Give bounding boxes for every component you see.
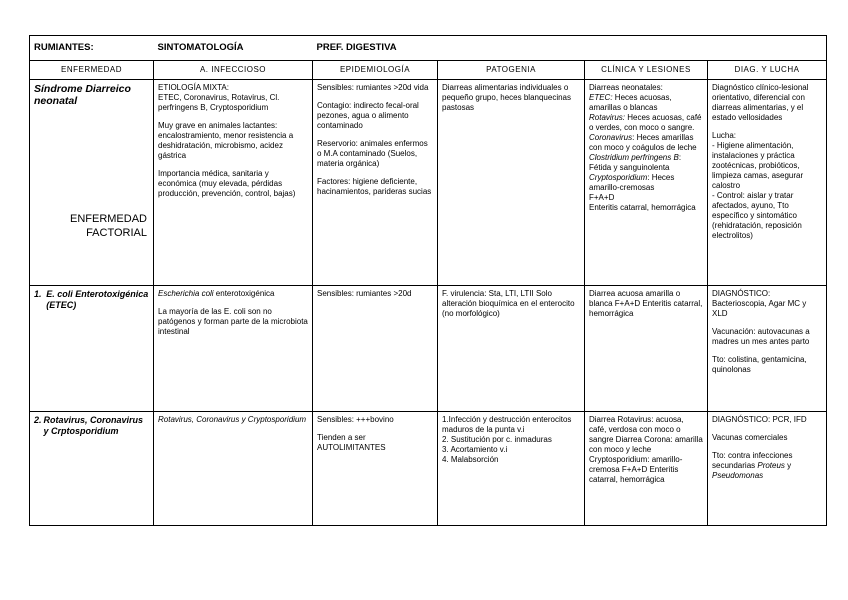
col-diagnostico: DIAG. Y LUCHA xyxy=(708,61,827,80)
header-row xyxy=(30,36,827,61)
header-pref: PREF. DIGESTIVA xyxy=(313,36,438,61)
row-number: 1. xyxy=(34,289,42,299)
disease-title: E. coli Enterotoxigénica (ETEC) xyxy=(46,289,149,310)
disease-cell xyxy=(30,412,154,526)
col-enfermedad: ENFERMEDAD xyxy=(30,61,154,80)
diagnosis-cell: DIAGNÓSTICO: Bacterioscopia, Agar MC y XLD Vacunación: autovacunas a madres un mes antes parto Tto: colistina, gentamicina, quinolonas xyxy=(708,286,827,412)
row-number: 2. xyxy=(34,415,42,425)
disease-cell xyxy=(30,286,154,412)
epidemiology-cell: Sensibles: rumiantes >20d vida Contagio: indirecto fecal-oral pezones, agua o alimento contaminado Reservorio: animales enfermos o M.A contaminado (Suelos, materia orgánica) Factores: higiene deficiente, hacinamientos, parideras sucias xyxy=(313,80,438,286)
epidemiology-cell: Sensibles: rumiantes >20d xyxy=(313,286,438,412)
table-row xyxy=(30,80,827,286)
clinical-cell: Diarreas neonatales: ETEC: Heces acuosas, amarillas o blancas Rotavirus: Heces acuosas, café o verdes, con moco o sangre. Coronavirus: Heces amarillas con moco y coágulos de leche Clostridium perfringens B: Fétida y sanguinolenta Cryptosporidium: Heces amarillo-cremosas F+A+D Enteritis catarral, hemorrágica xyxy=(585,80,708,286)
diagnosis-cell: Diagnóstico clínico-lesional orientativo, diferencial con diarreas alimentarias, y el estado vellosidades Lucha: - Higiene alimentación, instalaciones y práctica zootécnicas, probióticos, limpieza camas, asegurar calostro - Control: aislar y tratar afectados, ayuno, Tto específico y sintomático (rehidratación, reposición electrolitos) xyxy=(708,80,827,286)
disease-table xyxy=(29,35,827,526)
header-category: RUMIANTES: xyxy=(30,36,154,61)
disease-title: Síndrome Diarreico neonatal xyxy=(34,83,131,107)
table-row xyxy=(30,412,827,526)
table-row xyxy=(30,286,827,412)
disease-title: Rotavirus, Coronavirus y Crptosporidium xyxy=(43,415,144,436)
pathogenesis-cell: Diarreas alimentarias individuales o pequeño grupo, heces blanquecinas pastosas xyxy=(438,80,585,286)
col-epidemiologia: EPIDEMIOLOGÍA xyxy=(313,61,438,80)
agent-cell: ETIOLOGÍA MIXTA: ETEC, Coronavirus, Rotavirus, Cl. perfringens B, Cryptosporidium Muy grave en animales lactantes: encalostramiento, menor resistencia a deshidratación, microbismo, acidez gástrica Importancia médica, sanitaria y económica (muy elevada, pérdidas producción, prevención, control, bajas) xyxy=(154,80,313,286)
disease-cell xyxy=(30,80,154,286)
disease-subtitle: ENFERMEDAD FACTORIAL xyxy=(69,213,147,239)
col-clinica: CLÍNICA Y LESIONES xyxy=(585,61,708,80)
col-agente: A. INFECCIOSO xyxy=(154,61,313,80)
pathogenesis-cell: 1.Infección y destrucción enterocitos maduros de la punta v.i 2. Sustitución por c. inmaduras 3. Acortamiento v.i 4. Malabsorción xyxy=(438,412,585,526)
clinical-cell: Diarrea Rotavirus: acuosa, café, verdosa con moco o sangre Diarrea Corona: amarilla con moco y leche Cryptosporidium: amarillo-cremosa F+A+D Enteritis catarral, hemorrágica xyxy=(585,412,708,526)
clinical-cell: Diarrea acuosa amarilla o blanca F+A+D Enteritis catarral, hemorrágica xyxy=(585,286,708,412)
disease-table-sheet xyxy=(29,35,826,526)
column-header-row xyxy=(30,61,827,80)
epidemiology-cell: Sensibles: +++bovino Tienden a ser AUTOLIMITANTES xyxy=(313,412,438,526)
header-topic: SINTOMATOLOGÍA xyxy=(154,36,313,61)
agent-cell: Rotavirus, Coronavirus y Cryptosporidium xyxy=(154,412,313,526)
agent-cell: Escherichia coli enterotoxigénica La mayoría de las E. coli son no patógenos y forman parte de la microbiota intestinal xyxy=(154,286,313,412)
col-patogenia: PATOGENIA xyxy=(438,61,585,80)
pathogenesis-cell: F. virulencia: Sta, LTI, LTII Solo alteración bioquímica en el enterocito (no morfológico) xyxy=(438,286,585,412)
diagnosis-cell: DIAGNÓSTICO: PCR, IFD Vacunas comerciales Tto: contra infecciones secundarias Proteus y Pseudomonas xyxy=(708,412,827,526)
